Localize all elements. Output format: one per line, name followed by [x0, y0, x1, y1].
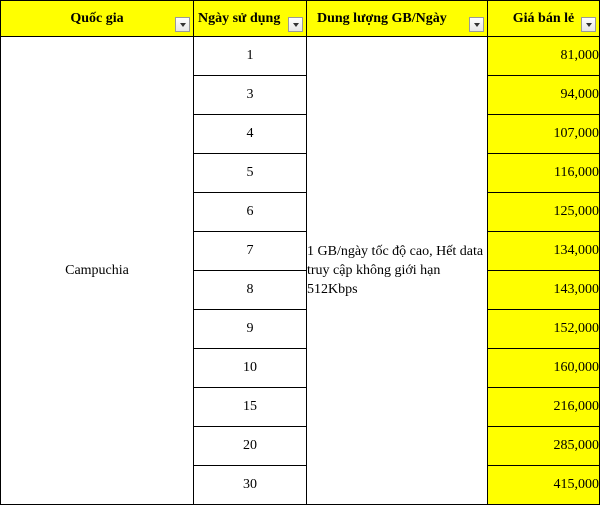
header-country: [1, 1, 194, 37]
cell-days[interactable]: 9: [194, 310, 307, 349]
header-data: [307, 1, 488, 37]
table-row: [1, 37, 600, 76]
filter-button-data[interactable]: [469, 17, 484, 32]
cell-price[interactable]: 125,000: [488, 193, 600, 232]
cell-data-description[interactable]: 1 GB/ngày tốc độ cao, Hết data truy cập không giới hạn 512Kbps: [307, 37, 488, 505]
cell-price[interactable]: 116,000: [488, 154, 600, 193]
cell-price[interactable]: 107,000: [488, 115, 600, 154]
cell-days[interactable]: 30: [194, 466, 307, 505]
cell-price[interactable]: 216,000: [488, 388, 600, 427]
header-days: [194, 1, 307, 37]
filter-button-days[interactable]: [288, 17, 303, 32]
chevron-down-icon: [586, 23, 592, 27]
cell-days[interactable]: 10: [194, 349, 307, 388]
cell-days[interactable]: 5: [194, 154, 307, 193]
cell-days[interactable]: 15: [194, 388, 307, 427]
cell-price[interactable]: 285,000: [488, 427, 600, 466]
cell-days[interactable]: 3: [194, 76, 307, 115]
cell-days[interactable]: 1: [194, 37, 307, 76]
cell-price[interactable]: 152,000: [488, 310, 600, 349]
cell-days[interactable]: 8: [194, 271, 307, 310]
cell-country[interactable]: Campuchia: [1, 37, 194, 505]
header-days-label: Ngày sử dụng: [198, 10, 281, 26]
cell-price[interactable]: 81,000: [488, 37, 600, 76]
filter-button-country[interactable]: [175, 17, 190, 32]
chevron-down-icon: [474, 23, 480, 27]
cell-price[interactable]: 143,000: [488, 271, 600, 310]
cell-price[interactable]: 94,000: [488, 76, 600, 115]
cell-days[interactable]: 6: [194, 193, 307, 232]
header-price-label: Giá bán lẻ: [512, 10, 575, 26]
cell-days[interactable]: 4: [194, 115, 307, 154]
chevron-down-icon: [293, 23, 299, 27]
header-price: [488, 1, 600, 37]
cell-price[interactable]: 134,000: [488, 232, 600, 271]
filter-button-price[interactable]: [581, 17, 596, 32]
cell-price[interactable]: 160,000: [488, 349, 600, 388]
cell-price[interactable]: 415,000: [488, 466, 600, 505]
header-data-label: Dung lượng GB/Ngày: [317, 10, 447, 26]
header-country-label: Quốc gia: [70, 10, 124, 26]
cell-days[interactable]: 20: [194, 427, 307, 466]
chevron-down-icon: [180, 23, 186, 27]
cell-days[interactable]: 7: [194, 232, 307, 271]
header-row: [1, 1, 600, 37]
